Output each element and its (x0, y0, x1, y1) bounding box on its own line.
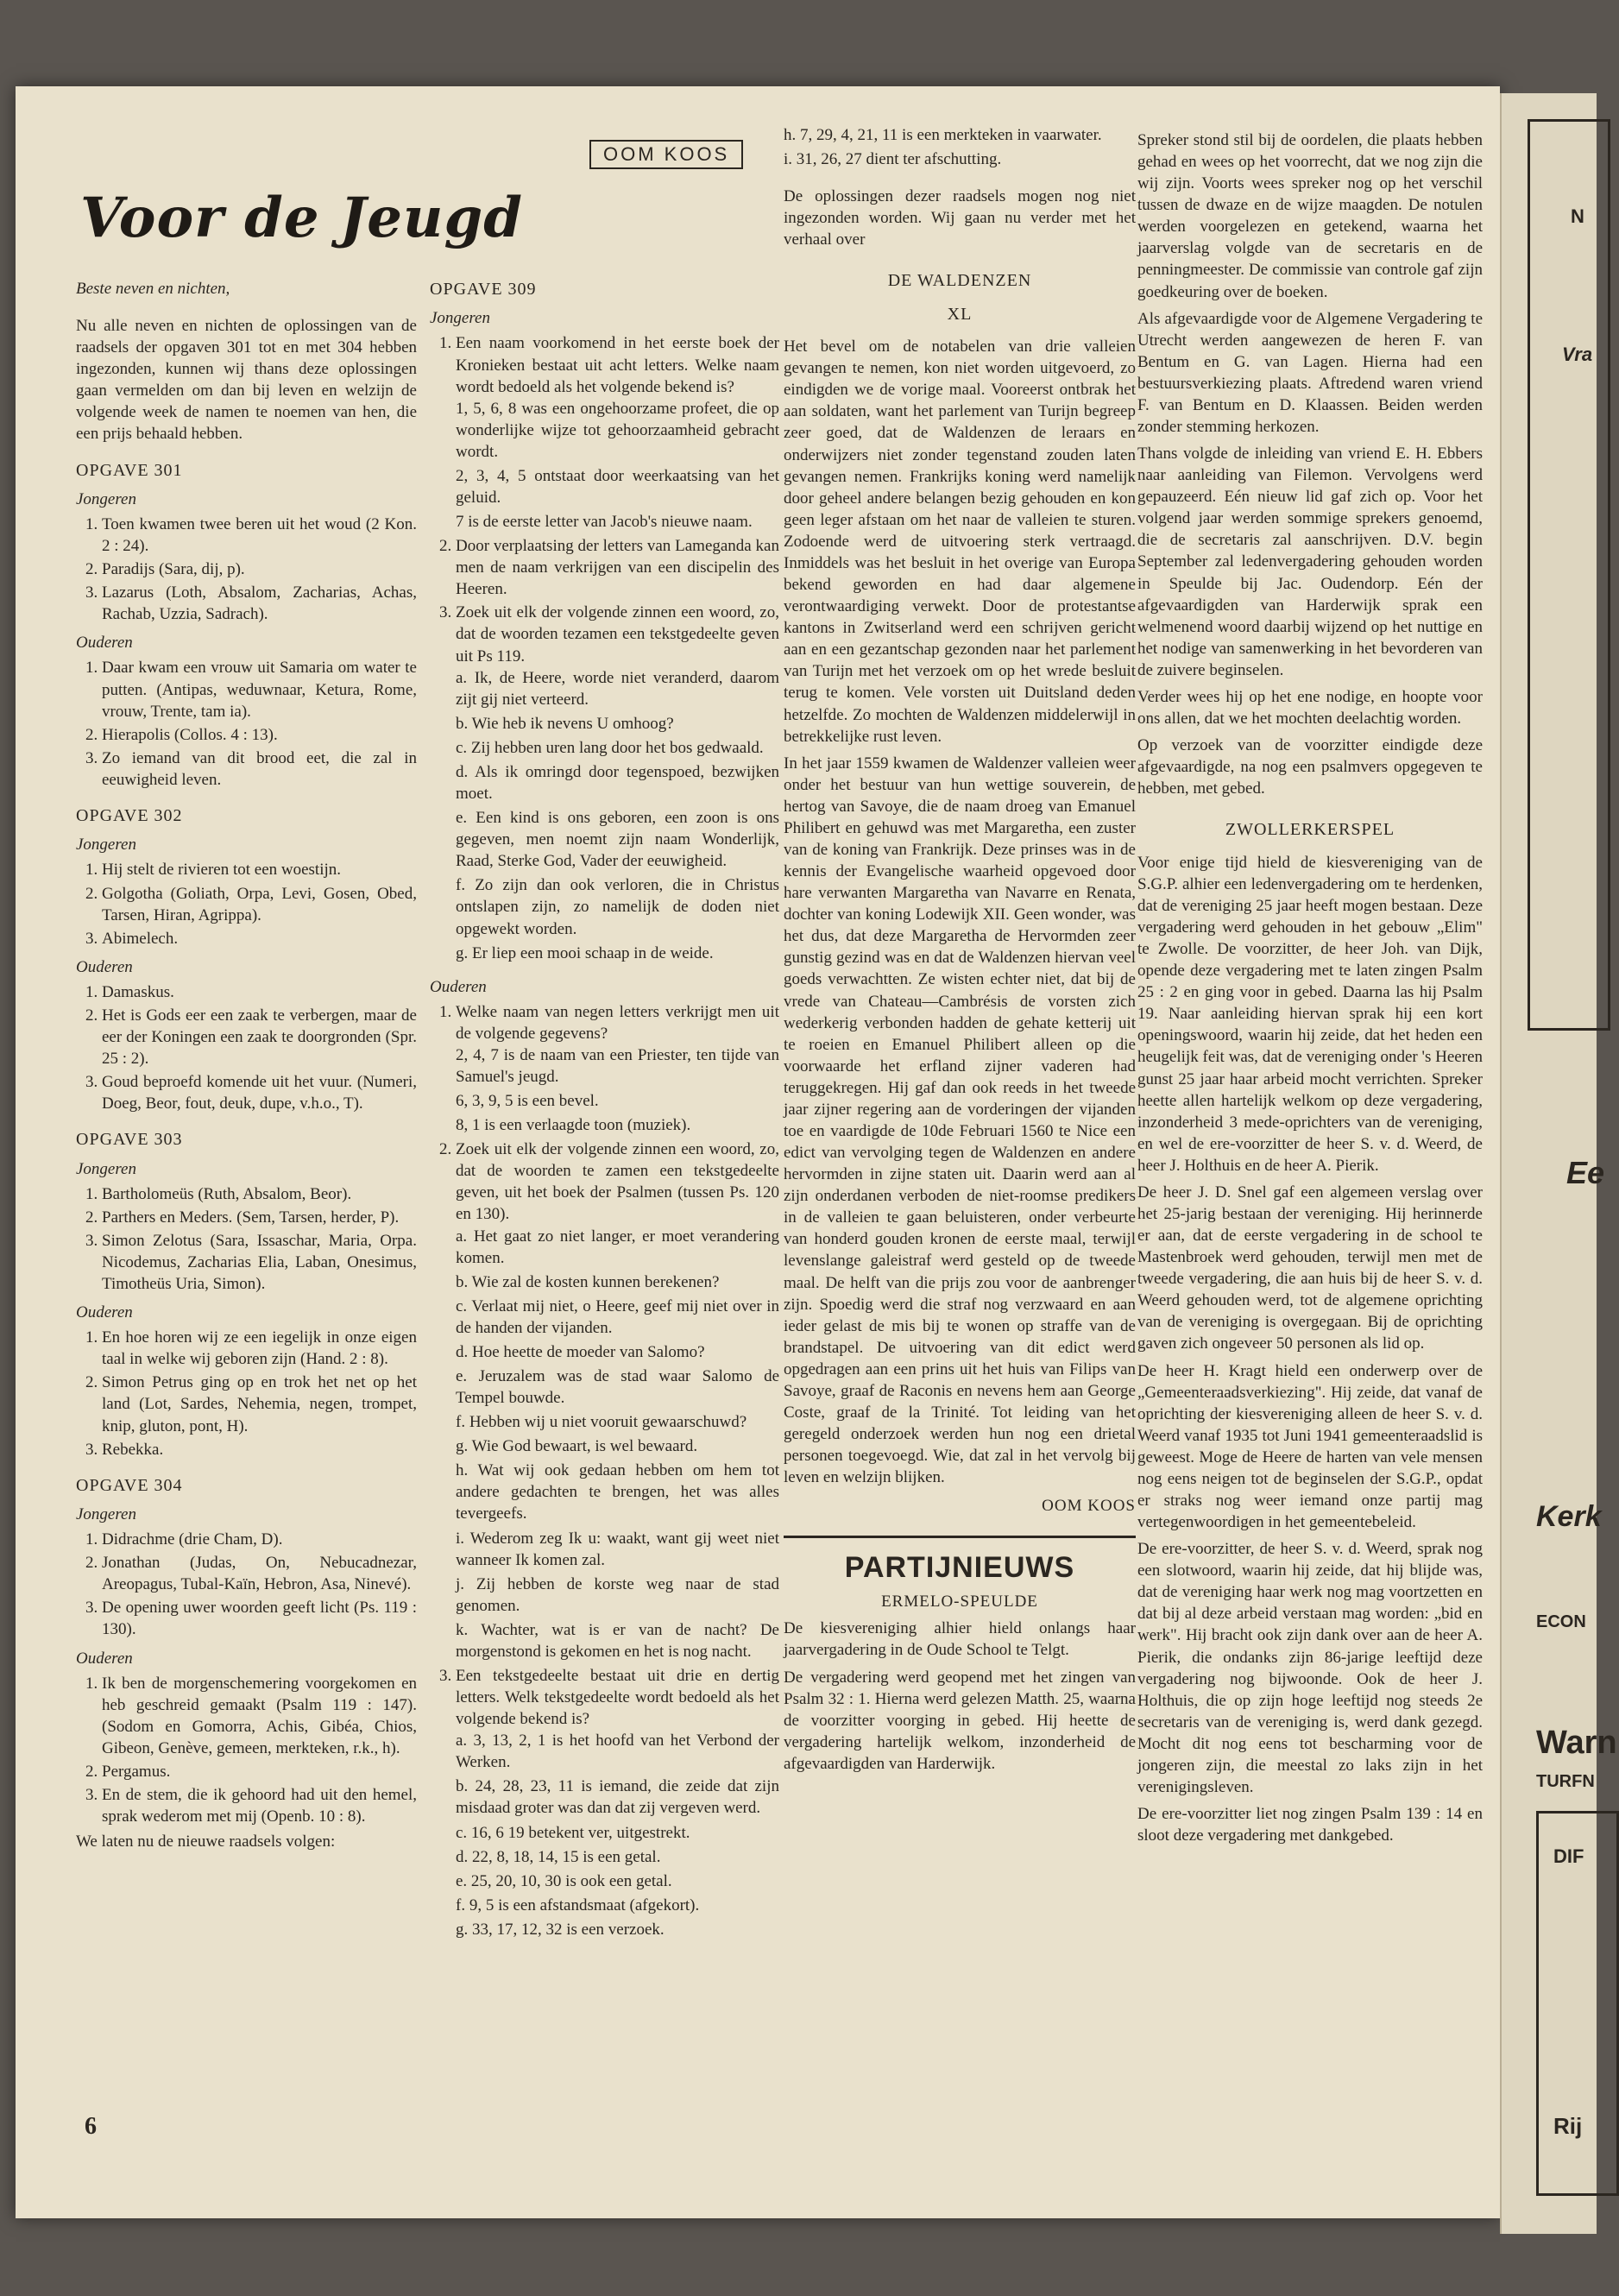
answers-list (76, 1183, 417, 1295)
divider (784, 1536, 1136, 1538)
clue: f. Hebben wij u niet vooruit gewaarschuwd? (456, 1413, 747, 1432)
clue: e. 25, 20, 10, 30 is ook een getal. (456, 1871, 672, 1890)
adjacent-fragment: ECON (1536, 1612, 1586, 1631)
clue: a. Het gaat zo niet langer, er moet verandering komen. (456, 1227, 779, 1267)
news-paragraph: Op verzoek van de voorzitter eindigde deze afgevaardigde, na nog een psalmvers opgegeven te hebben, met gebed. (1137, 736, 1483, 798)
clue: a. 3, 13, 2, 1 is het hoofd van het Verbond der Werken. (456, 1731, 779, 1772)
answer-item: 3. Zo iemand van dit brood eet, die zal in eeuwigheid leven. (102, 747, 417, 791)
answer-item: 3. Abimelech. (102, 928, 417, 949)
clue: g. 33, 17, 12, 32 is een verzoek. (456, 1920, 665, 1939)
clue: c. Zij hebben uren lang door het bos gedwaald. (456, 738, 764, 757)
group-ouderen: Ouderen (76, 1303, 133, 1322)
answer-item: 3. De opening uwer woorden geeft licht (Ps. 119 : 130). (102, 1597, 417, 1640)
puzzle-item (456, 1139, 779, 1662)
clue: 7 is de eerste letter van Jacob's nieuwe naam. (456, 513, 753, 532)
puzzle-clues-continued (784, 124, 1136, 170)
answers-list (76, 657, 417, 790)
answer-item: 1. Bartholomeüs (Ruth, Absalom, Beor). (102, 1183, 417, 1205)
answer-item: 1. Hij stelt de rivieren tot een woestijn. (102, 859, 417, 880)
opgave-302-title: OPGAVE 302 (76, 805, 183, 825)
answer-item: 2. Hierapolis (Collos. 4 : 13). (102, 724, 417, 746)
clue: h. 7, 29, 4, 21, 11 is een merkteken in vaarwater. (784, 126, 1102, 144)
puzzle-item: 2. Door verplaatsing der letters van Lameganda kan men de naam verkrijgen van een discipelin des Heeren. (456, 535, 779, 600)
clue: f. 9, 5 is een afstandsmaat (afgekort). (456, 1895, 700, 1914)
clue: c. Verlaat mij niet, o Heere, geef mij niet over in de handen der vijanden. (456, 1296, 779, 1337)
answer-item: 2. Paradijs (Sara, dij, p). (102, 558, 417, 580)
newspaper-page (16, 86, 1500, 2218)
puzzle-item (456, 602, 779, 963)
adjacent-fragment: TURFN (1536, 1772, 1595, 1791)
story-paragraph: Het bevel om de notabelen van drie valleien gevangen te nemen, kon niet worden uitgevoerd, zo eindigden we de vorige maal. Vooreerst ontbrak het aan soldaten, want het parlement van Turijn begreep zeer goed, dat de Waldenzen de leraars en onderwijzers niet zonder tegenstand zouden laten gevangen nemen. Frankrijks koning werd namelijk door geheel andere belangen bezig gehouden en kon geen leger afstaan om het naar de valleien te sturen. Zodoende werd de uitvoering sterk vertraagd. Inmiddels was het besluit in het overige van Europa bekend geworden en had daar algemene verontwaardiging verwekt. Door de protestantse kantons in Zwitserland werd een schrijven gericht aan en een gezantschap gezonden naar het parlement van Turijn met het verzoek om op het wrede besluit terug te komen. Vele vorsten uit Duitsland deden hetzelfde. Zo mochten de Waldenzen middelerwijl in betrekkelijke rust leven. (784, 337, 1136, 746)
opgave-309-title: OPGAVE 309 (430, 280, 537, 299)
chapter-number: XL (947, 304, 973, 324)
news-paragraph: Spreker stond stil bij de oordelen, die plaats hebben gehad en wees op het voorrecht, dat we nog zijn die wij zijn. Voorts wees spreker nog op het verschil tussen de dwaze en de wijze maagden. De notulen werden voorgelezen en getekend, waarna het jaarverslag volgde van de secretaris en de penningmeester. De commissie van controle gaf zijn goedkeuring over de boeken. (1137, 131, 1483, 301)
clue: k. Wachter, wat is er van de nacht? De morgenstond is gekomen en het is nog nacht. (456, 1620, 779, 1661)
note-paragraph: De oplossingen dezer raadsels mogen nog niet ingezonden worden. Wij gaan nu verder met het verhaal over (784, 187, 1136, 249)
answer-item: 3. Goud beproefd komende uit het vuur. (Numeri, Doeg, Beor, fout, deuk, dupe, v.h.o., T). (102, 1071, 417, 1114)
puzzle-clues (456, 667, 779, 964)
news-paragraph: De heer H. Kragt hield een onderwerp over de „Gemeenteraadsverkiezing". Hij zeide, dat vanaf de oprichting der kiesvereniging alleen de heer S. v. d. Weerd vanaf 1935 tot Juni 1941 gemeenteraadslid is geweest. Moge de Heere de harten van vele mensen nog eens neigen tot de beginselen der S.G.P., opdat er straks nog weer iemand onze partij mag vertegenwoordigen in het gemeentebeleid. (1137, 1361, 1483, 1532)
column-2 (430, 278, 779, 1944)
clue: g. Wie God bewaart, is wel bewaard. (456, 1437, 698, 1456)
adjacent-fragment: DIF (1553, 1845, 1584, 1867)
answer-item: 2. Jonathan (Judas, On, Nebucadnezar, Areopagus, Tubal-Kaïn, Hebron, Asa, Ninevé). (102, 1552, 417, 1595)
page-number: 6 (85, 2113, 97, 2140)
answer-item: 1. Daar kwam een vrouw uit Samaria om water te putten. (Antipas, weduwnaar, Ketura, Rome, vrouw, Trente, tam ia). (102, 657, 417, 722)
page-title: Voor de Jeugd (80, 186, 523, 250)
puzzle-item (456, 1001, 779, 1136)
place-heading: ERMELO-SPEULDE (881, 1593, 1038, 1612)
clue: 6, 3, 9, 5 is een bevel. (456, 1092, 599, 1111)
adjacent-fragment: N (1571, 205, 1584, 227)
answer-item: 2. Het is Gods eer een zaak te verbergen, maar de eer der Koningen een zaak te doorgronden (Spr. 25 : 2). (102, 1005, 417, 1069)
news-paragraph: De ere-voorzitter, de heer S. v. d. Weerd, sprak nog een slotwoord, waarin hij zeide, dat hij blijde was, dat de vereniging haar werk nog mag voortzetten en dat bij al deze arbeid verstaan mag worden: „bid en werk". Hij bracht ook zijn dank over aan de heer A. Pierik, die ondanks zijn 86-jarige leeftijd deze vergadering nog bijwoonde. Ook de heer J. Holthuis, die op zijn hoge leeftijd nog steeds 2e secretaris van de vereniging is, werd dank gezegd. Mocht dit nog eens tot bescharming voor de jongeren zijn, die meestal zo laks zijn in het verenigingsleven. (1137, 1540, 1483, 1797)
group-ouderen: Ouderen (76, 1649, 133, 1668)
group-ouderen: Ouderen (76, 634, 133, 653)
clue: a. Ik, de Heere, worde niet veranderd, daarom zijt gij niet verteerd. (456, 668, 779, 709)
puzzle-clues (456, 1730, 779, 1940)
puzzle-list (430, 1001, 779, 1940)
news-paragraph: De vergadering werd geopend met het zingen van Psalm 32 : 1. Hierna werd gelezen Matth. 25, waarna de voorzitter voorging in gebed. Hij heette de vergadering hartelijk welkom, inzonderheid de afgevaardigden van Harderwijk. (784, 1668, 1136, 1773)
adjacent-fragment: Vra (1562, 344, 1593, 365)
opgave-304-title: OPGAVE 304 (76, 1475, 183, 1495)
closing-line: We laten nu de nieuwe raadsels volgen: (76, 1832, 336, 1851)
adjacent-fragment: Ee (1566, 1155, 1605, 1190)
answers-list (76, 1529, 417, 1640)
puzzle-list (430, 332, 779, 963)
opgave-301-title: OPGAVE 301 (76, 460, 183, 480)
intro-paragraph: Nu alle neven en nichten de oplossingen van de raadsels der opgaven 301 tot en met 304 hebben ingezonden, kunnen wij thans deze oplossingen gaan vermelden om dan bij leven en welzijn de volgende week de namen te noemen van hen, die een prijs behaald hebben. (76, 317, 417, 444)
group-jongeren: Jongeren (76, 1159, 136, 1178)
group-ouderen: Ouderen (430, 977, 487, 996)
puzzle-text: Een naam voorkomend in het eerste boek der Kronieken bestaat uit acht letters. Welke naam wordt bedoeld als het volgende bekend is? (456, 334, 779, 396)
answers-list (76, 514, 417, 625)
clue: d. Hoe heette de moeder van Salomo? (456, 1342, 705, 1361)
answer-item: 1. Ik ben de morgenschemering voorgekomen en heb geschreid gemaakt (Psalm 119 : 147). (Sodom en Gomorra, Achis, Gibéa, Chios, Gibeon, Genève, gemeen, merkteken, r.k., h). (102, 1673, 417, 1759)
partijnieuws-heading: PARTIJNIEUWS (844, 1551, 1075, 1585)
answers-list (76, 1673, 417, 1828)
section-title-waldenzen: DE WALDENZEN (887, 271, 1032, 291)
clue: i. 31, 26, 27 dient ter afschutting. (784, 150, 1002, 169)
column-4 (1137, 129, 1483, 1851)
puzzle-text: Een tekstgedeelte bestaat uit drie en dertig letters. Welk tekstgedeelte wordt bedoeld als het volgende bekend is? (456, 1667, 779, 1729)
clue: 2, 3, 4, 5 ontstaat door weerkaatsing van het geluid. (456, 466, 779, 508)
answers-list (76, 1327, 417, 1460)
answer-item: 1. Didrachme (drie Cham, D). (102, 1529, 417, 1550)
clue: 1, 5, 6, 8 was een ongehoorzame profeet, die op wonderlijke wijze tot gehoorzaamheid gebracht wordt. (456, 399, 779, 461)
clue: c. 16, 6 19 betekent ver, uitgestrekt. (456, 1823, 690, 1842)
clue: e. Jeruzalem was de stad waar Salomo de Tempel bouwde. (456, 1366, 779, 1408)
greeting: Beste neven en nichten, (76, 280, 230, 298)
answer-item: 2. Parthers en Meders. (Sem, Tarsen, herder, P). (102, 1207, 417, 1228)
answer-item: 2. Pergamus. (102, 1761, 417, 1782)
answer-item: 1. En hoe horen wij ze een iegelijk in onze eigen taal in welke wij geboren zijn (Hand. 2 : 8). (102, 1327, 417, 1370)
answers-list (76, 859, 417, 949)
puzzle-item (456, 1665, 779, 1940)
column-1 (76, 278, 417, 1858)
clue: i. Wederom zeg Ik u: waakt, want gij weet niet wanneer Ik komen zal. (456, 1529, 779, 1569)
column-3 (784, 124, 1136, 1780)
author-signature: OOM KOOS (1042, 1497, 1136, 1516)
news-paragraph: De ere-voorzitter liet nog zingen Psalm 139 : 14 en sloot deze vergadering met dankgebed. (1137, 1805, 1483, 1845)
section-title-zwollerkerspel: ZWOLLERKERSPEL (1225, 820, 1395, 840)
adjacent-fragment: Rij (1553, 2113, 1583, 2139)
clue: 2, 4, 7 is de naam van een Priester, ten tijde van Samuel's jeugd. (456, 1045, 779, 1086)
puzzle-clues (456, 1226, 779, 1662)
adjacent-frame (1528, 119, 1610, 1031)
group-jongeren: Jongeren (76, 1505, 136, 1524)
adjacent-page-edge (1500, 93, 1617, 2234)
group-jongeren: Jongeren (76, 836, 136, 855)
news-paragraph: Verder wees hij op het ene nodige, en hoopte voor ons allen, dat we het mochten deelachtig worden. (1137, 687, 1483, 729)
answer-item: 2. Simon Petrus ging op en trok het net op het land (Lot, Sardes, Nehemia, negen, trompet, knip, gluton, pont, H). (102, 1372, 417, 1436)
group-jongeren: Jongeren (430, 309, 490, 328)
group-jongeren: Jongeren (76, 489, 136, 508)
oom-koos-badge: OOM KOOS (589, 140, 743, 169)
clue: e. Een kind is ons geboren, een zoon is ons gegeven, men noemt zijn naam Wonderlijk, Raad, Sterke God, Vader der eeuwigheid. (456, 809, 779, 871)
answer-item: 3. Simon Zelotus (Sara, Issaschar, Maria, Orpa. Nicodemus, Zacharias Elia, Laban, Onesimus, Timotheüs Uria, Simon). (102, 1230, 417, 1295)
answer-item: 3. Lazarus (Loth, Absalom, Zacharias, Achas, Rachab, Uzzia, Sadrach). (102, 582, 417, 625)
answer-item: 3. Rebekka. (102, 1439, 417, 1460)
clue: f. Zo zijn dan ook verloren, die in Christus ontslapen zijn, zo namelijk de doden niet opgewekt worden. (456, 876, 779, 938)
news-paragraph: Thans volgde de inleiding van vriend E. H. Ebbers naar aanleiding van Filemon. Vervolgens werd gepauzeerd. Eén nieuw lid gaf zich op. Voor het volgend jaar werden sommige sprekers genoemd, die de secretaris zal aanschrijven. D.V. begin September zal ledenvergadering gehouden worden in Speulde bij Jac. Oudendorp. Eén der afgevaardigden van Harderwijk sprak een welmenend woord daarbij wijzend op het nuttige en het nodige van samenwerking in het bevorderen van de zuivere beginselen. (1137, 445, 1483, 679)
puzzle-text: Welke naam van negen letters verkrijgt men uit de volgende gegevens? (456, 1002, 779, 1043)
clue: b. Wie zal de kosten kunnen berekenen? (456, 1272, 720, 1291)
adjacent-fragment: Warn (1536, 1725, 1617, 1761)
answer-item: 3. En de stem, die ik gehoord had uit den hemel, sprak wederom met mij (Openb. 10 : 8). (102, 1784, 417, 1827)
news-paragraph: De heer J. D. Snel gaf een algemeen verslag over het 25-jarig bestaan der vereniging. Hij herinnerde er aan, dat de eerste vergadering in de school te Mastenbroek werd gehouden, terwijl men met de tweede vergadering, die aan huis bij de heer S. v. d. Weerd gehouden werd, tot de algemene oprichting van de vereniging is overgegaan. Bij de oprichting gaven zich ongeveer 50 personen als lid op. (1137, 1183, 1483, 1353)
clue: h. Wat wij ook gedaan hebben om hem tot andere gedachten te brengen, het was alles tevergeefs. (456, 1461, 779, 1523)
news-paragraph: Als afgevaardigde voor de Algemene Vergadering te Utrecht werden aangewezen de heren F. van Bentum en G. van Lagen. Hierna had een bestuursverkiezing plaats. Aftredend waren vriend F. van Bentum en D. Klaassen. Beiden werden zonder stemming herkozen. (1137, 309, 1483, 437)
clue: 8, 1 is een verlaagde toon (muziek). (456, 1116, 691, 1135)
puzzle-clues (456, 1044, 779, 1136)
answer-item: 2. Golgotha (Goliath, Orpa, Levi, Gosen, Obed, Tarsen, Hiran, Agrippa). (102, 883, 417, 926)
clue: d. 22, 8, 18, 14, 15 is een getal. (456, 1847, 661, 1866)
puzzle-clues (456, 398, 779, 533)
answer-item: 1. Toen kwamen twee beren uit het woud (2 Kon. 2 : 24). (102, 514, 417, 557)
clue: b. 24, 28, 23, 11 is iemand, die zeide dat zijn misdaad groter was dan dat zij vergeven werd. (456, 1777, 779, 1818)
clue: j. Zij hebben de korste weg naar de stad genomen. (456, 1574, 779, 1615)
clue: g. Er liep een mooi schaap in de weide. (456, 943, 714, 962)
story-paragraph: In het jaar 1559 kwamen de Waldenzer valleien weer onder het bestuur van hun wettige souverein, de hertog van Savoye, die de naam droeg van Emanuel Philibert en gehuwd was met Margaretha, een zuster van de koning van Frankrijk. Deze prinses was in de kennis der Evangelische waarheid opgevoed door hare verwanten Margaretha van Navarre en Renata, dochter van koning Lodewijk XII. Geen wonder, was het dus, dat deze Margaretha de Hervormden zeer gunstig gezind was en dat de Waldenzen hiervan veel goeds verwachtten. Ze wisten echter niet, dat bij de vrede van Chateau—Cambrésis de vorsten zich wederkerig verbonden hadden de gehate ketterij uit te roeien en Emanuel Philibert alleen op die voorwaarde het erfland zijner vaderen had teruggekregen. Hij gaf dan ook reeds in het tweede jaar zijner regering aan de vorderingen der vijanden toe en vaardigde de 10de Februari 1560 te Nice een edict van vervolging tegen de Waldenzen en andere hervormden in zijne staten uit. Daarin werd aan al zijn onderdanen verboden de niet-roomse predikers in de valleien te gaan beluisteren, onder verbeurte van honderd gouden kronen de eerste maal, terwijl levenslange galeistraf werd gesteld op de tweede maal. De helft van die prijs zou voor de aanbrenger zijn. Spoedig werd die straf nog verzwaard en aan ieder gelast de mis bij te wonen op straffe van de brandstapel. De uitvoering van dit edict werd opgedragen aan een prins uit het huis van Filips van Savoye, graaf de Raconis en nevens hem aan George Coste, graaf de la Trinité. Tot leiding van het geregeld onderzoek werden hun nog een drietal personen toegevoegd. Wie, dat zal in het vervolg bij leven en welzijn blijken. (784, 754, 1136, 1487)
puzzle-text: Zoek uit elk der volgende zinnen een woord, zo, dat de woorden tezamen een tekstgedeelte geven uit Ps 119. (456, 603, 779, 665)
news-paragraph: De kiesvereniging alhier hield onlangs haar jaarvergadering in de Oude School te Telgt. (784, 1619, 1136, 1660)
news-paragraph: Voor enige tijd hield de kiesvereniging van de S.G.P. alhier een ledenvergadering om te herdenken, dat de vereniging 25 jaar heeft mogen bestaan. Deze vergadering werd gehouden in het gebouw „Elim" te Zwolle. De voorzitter, de heer Joh. van Dijk, opende deze vergadering met te laten zingen Psalm 25 : 2 en ging voor in gebed. Daarna las hij Psalm 19. Naar aanleiding hiervan sprak hij een kort openingswoord, waarin hij zeide, dat het heden een heugelijk feit was, dat de vereniging onder 's Heeren gunst 25 jaar haar arbeid mocht verrichten. Spreker heette allen hartelijk welkom op deze vergadering, inzonderheid 3 mede-oprichters van de vereniging, en wel de ere-voorzitter de heer S. v. d. Weerd, de heer J. Holthuis en de heer A. Pierik. (1137, 853, 1483, 1175)
clue: d. Als ik omringd door tegenspoed, bezwijken moet. (456, 762, 779, 804)
group-ouderen: Ouderen (76, 957, 133, 976)
answer-item: 1. Damaskus. (102, 981, 417, 1003)
puzzle-text: Zoek uit elk der volgende zinnen een woord, zo, dat de woorden te zamen een tekstgedeelte geven, uit het boek der Psalmen (tussen Ps. 120 en 130). (456, 1140, 779, 1224)
adjacent-fragment: Kerk (1536, 1500, 1602, 1533)
answers-list (76, 981, 417, 1114)
opgave-303-title: OPGAVE 303 (76, 1130, 183, 1150)
clue: b. Wie heb ik nevens U omhoog? (456, 714, 674, 733)
puzzle-item (456, 332, 779, 533)
